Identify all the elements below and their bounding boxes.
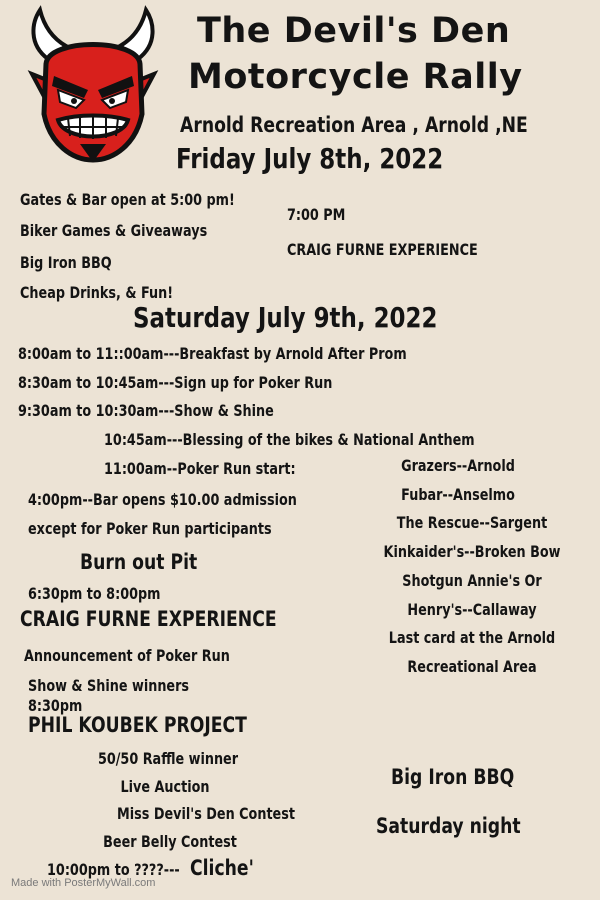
poker-stop: The Rescue--Sargent [396, 513, 548, 532]
schedule-item: 11:00am--Poker Run start: [104, 459, 296, 478]
bbq-line-1: Big Iron BBQ [391, 765, 515, 789]
friday-item: Gates & Bar open at 5:00 pm! [20, 190, 235, 209]
time-830: 8:30pm [28, 696, 83, 715]
event-item: Beer Belly Contest [103, 832, 237, 851]
evening-time: 6:30pm to 8:00pm [28, 584, 161, 603]
band-craig-furne: CRAIG FURNE EXPERIENCE [20, 607, 277, 631]
announcement-item: Announcement of Poker Run [24, 646, 230, 665]
watermark: Made with PosterMyWall.com [11, 877, 156, 889]
title-line-2: Motorcycle Rally [188, 57, 523, 97]
poker-stop: Shotgun Annie's Or [402, 571, 542, 590]
poker-stop: Last card at the Arnold [388, 628, 556, 647]
schedule-item: except for Poker Run participants [28, 519, 272, 538]
friday-item: Cheap Drinks, & Fun! [20, 283, 174, 302]
schedule-item: 10:45am---Blessing of the bikes & National Anthem [104, 430, 475, 449]
poker-stop: Kinkaider's--Broken Bow [383, 542, 561, 561]
announcement-item: Show & Shine winners [28, 676, 190, 695]
devil-head-icon [18, 4, 168, 164]
event-item: Live Auction [120, 777, 210, 796]
burnout-pit: Burn out Pit [80, 550, 198, 574]
schedule-item: 9:30am to 10:30am---Show & Shine [18, 401, 274, 420]
friday-date: Friday July 8th, 2022 [176, 142, 444, 175]
schedule-item: 8:30am to 10:45am---Sign up for Poker Run [18, 373, 333, 392]
schedule-item: 4:00pm--Bar opens $10.00 admission [28, 490, 297, 509]
event-item: Miss Devil's Den Contest [117, 804, 295, 823]
poker-stop: Henry's--Callaway [407, 600, 537, 619]
location-text: Arnold Recreation Area , Arnold ,NE [180, 113, 528, 137]
bbq-line-2: Saturday night [376, 814, 521, 838]
band-cliche: Cliche' [190, 856, 254, 880]
band-phil-koubek: PHIL KOUBEK PROJECT [28, 713, 247, 737]
late-time: 10:00pm to ????--- [47, 860, 180, 879]
title-line-1: The Devil's Den [197, 11, 511, 51]
friday-music-time: 7:00 PM [287, 205, 346, 224]
friday-item: Big Iron BBQ [20, 253, 112, 272]
saturday-date: Saturday July 9th, 2022 [133, 301, 438, 334]
friday-item: Biker Games & Giveaways [20, 221, 208, 240]
poker-stop: Grazers--Arnold [401, 456, 515, 475]
poker-stop: Recreational Area [407, 657, 537, 676]
event-item: 50/50 Raffle winner [97, 749, 239, 768]
poker-stop: Fubar--Anselmo [401, 485, 515, 504]
friday-band: CRAIG FURNE EXPERIENCE [287, 240, 478, 259]
schedule-item: 8:00am to 11::00am---Breakfast by Arnold After Prom [18, 344, 407, 363]
